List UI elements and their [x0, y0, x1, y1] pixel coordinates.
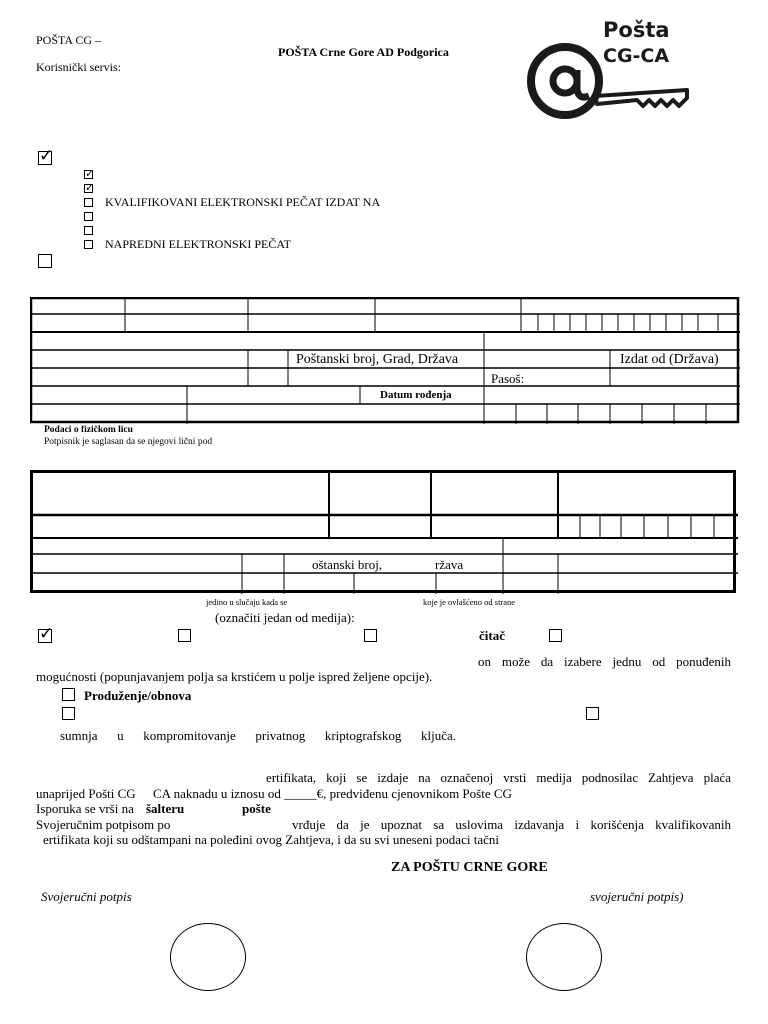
body-choose-text-1: on može da izabere jednu od ponuđenih	[478, 654, 731, 669]
sub-option-checkbox-4[interactable]	[84, 212, 93, 221]
organization-table	[30, 470, 738, 594]
media-checkbox-1[interactable]: ✓	[39, 624, 54, 644]
media-checkbox-2[interactable]	[178, 629, 191, 642]
body-signature-text-1b: vrđuje da je upoznat sa uslovima izdavanja i korišćenja kvalifikovanih	[292, 817, 731, 832]
table1-issued-label: Izdat od (Država)	[620, 352, 719, 367]
sub-option-checkbox-3[interactable]	[84, 198, 93, 207]
sub-option-checkbox-2[interactable]: ✓	[85, 181, 95, 194]
media-select-label: (označiti jedan od medija):	[215, 610, 355, 625]
body-payment-text-2b: CA naknadu u iznosu od _____€, predviđenu cjenovnikom Pošte CG	[153, 786, 512, 801]
table1-postal-label: Poštanski broj, Grad, Država	[296, 352, 459, 367]
option-checkbox-b[interactable]	[586, 707, 599, 720]
body-delivery-post: pošte	[242, 801, 271, 816]
note-only-if: jedino u slučaju kada se	[206, 597, 288, 607]
body-payment-text-1: ertifikata, koji se izdaje na označenoj vrsti medija podnosilac Zahtjeva plaća	[266, 770, 731, 785]
note-physical-person: Podaci o fizičkom licu	[44, 425, 133, 435]
table1-dob-label: Datum rođenja	[380, 389, 452, 401]
sub-option-checkbox-6[interactable]	[84, 240, 93, 249]
table2-postal-label: oštanski broj,	[312, 557, 383, 572]
note-authorized-by: koje je ovlašćeno od strane	[423, 597, 516, 607]
body-compromise-text: sumnja u kompromitovanje privatnog kriptografskog ključa.	[60, 728, 456, 743]
sub-option-checkbox-1[interactable]: ✓	[85, 167, 95, 180]
media-reader-label: čitač	[479, 628, 505, 643]
note-signatory-consent: Potpisnik je saglasan da se njegovi lični pod	[44, 437, 213, 447]
main-option-checkbox-2[interactable]	[38, 254, 52, 268]
applicant-table	[30, 297, 740, 424]
renewal-label: Produženje/obnova	[84, 688, 192, 703]
option-checkbox-a[interactable]	[62, 707, 75, 720]
table2-country-label: ržava	[435, 557, 464, 572]
stamp-area-left	[170, 923, 246, 991]
table1-passport-label: Pasoš:	[491, 371, 525, 386]
signature-left-label: Svojeručni potpis	[41, 889, 132, 904]
body-signature-text-2: ertifikata koji su odštampani na poleđini ovog Zahtjeva, i da su svi uneseni podaci tačni	[43, 832, 499, 847]
renewal-checkbox[interactable]	[62, 688, 75, 701]
stamp-area-right	[526, 923, 602, 991]
option-advanced-seal: NAPREDNI ELEKTRONSKI PEČAT	[105, 237, 291, 251]
option-qualified-seal: KVALIFIKOVANI ELEKTRONSKI PEČAT IZDAT NA	[105, 195, 381, 209]
signature-right-label: svojeručni potpis)	[590, 889, 684, 904]
body-delivery-text: Isporuka se vrši na	[36, 801, 134, 816]
sub-option-checkbox-5[interactable]	[84, 226, 93, 235]
posta-cgca-logo	[525, 18, 695, 123]
logo-text-posta: Pošta	[603, 18, 670, 42]
main-option-checkbox-1[interactable]: ✓	[39, 146, 54, 166]
for-post-heading: ZA POŠTU CRNE GORE	[391, 860, 548, 875]
header-posta-cg: POŠTA CG –	[36, 33, 102, 47]
media-checkbox-3[interactable]	[364, 629, 377, 642]
media-checkbox-reader[interactable]	[549, 629, 562, 642]
body-choose-text-2: mogućnosti (popunjavanjem polja sa krstićem u polje ispred željene opcije).	[36, 669, 433, 684]
body-delivery-counter: šalteru	[146, 801, 185, 816]
logo-text-cgca: CG-CA	[603, 45, 670, 67]
body-signature-text-1a: Svojeručnim potpisom po	[36, 817, 171, 832]
body-payment-text-2a: unaprijed Pošti CG	[36, 786, 136, 801]
header-service: Korisnički servis:	[36, 60, 121, 74]
header-company: POŠTA Crne Gore AD Podgorica	[278, 45, 449, 59]
